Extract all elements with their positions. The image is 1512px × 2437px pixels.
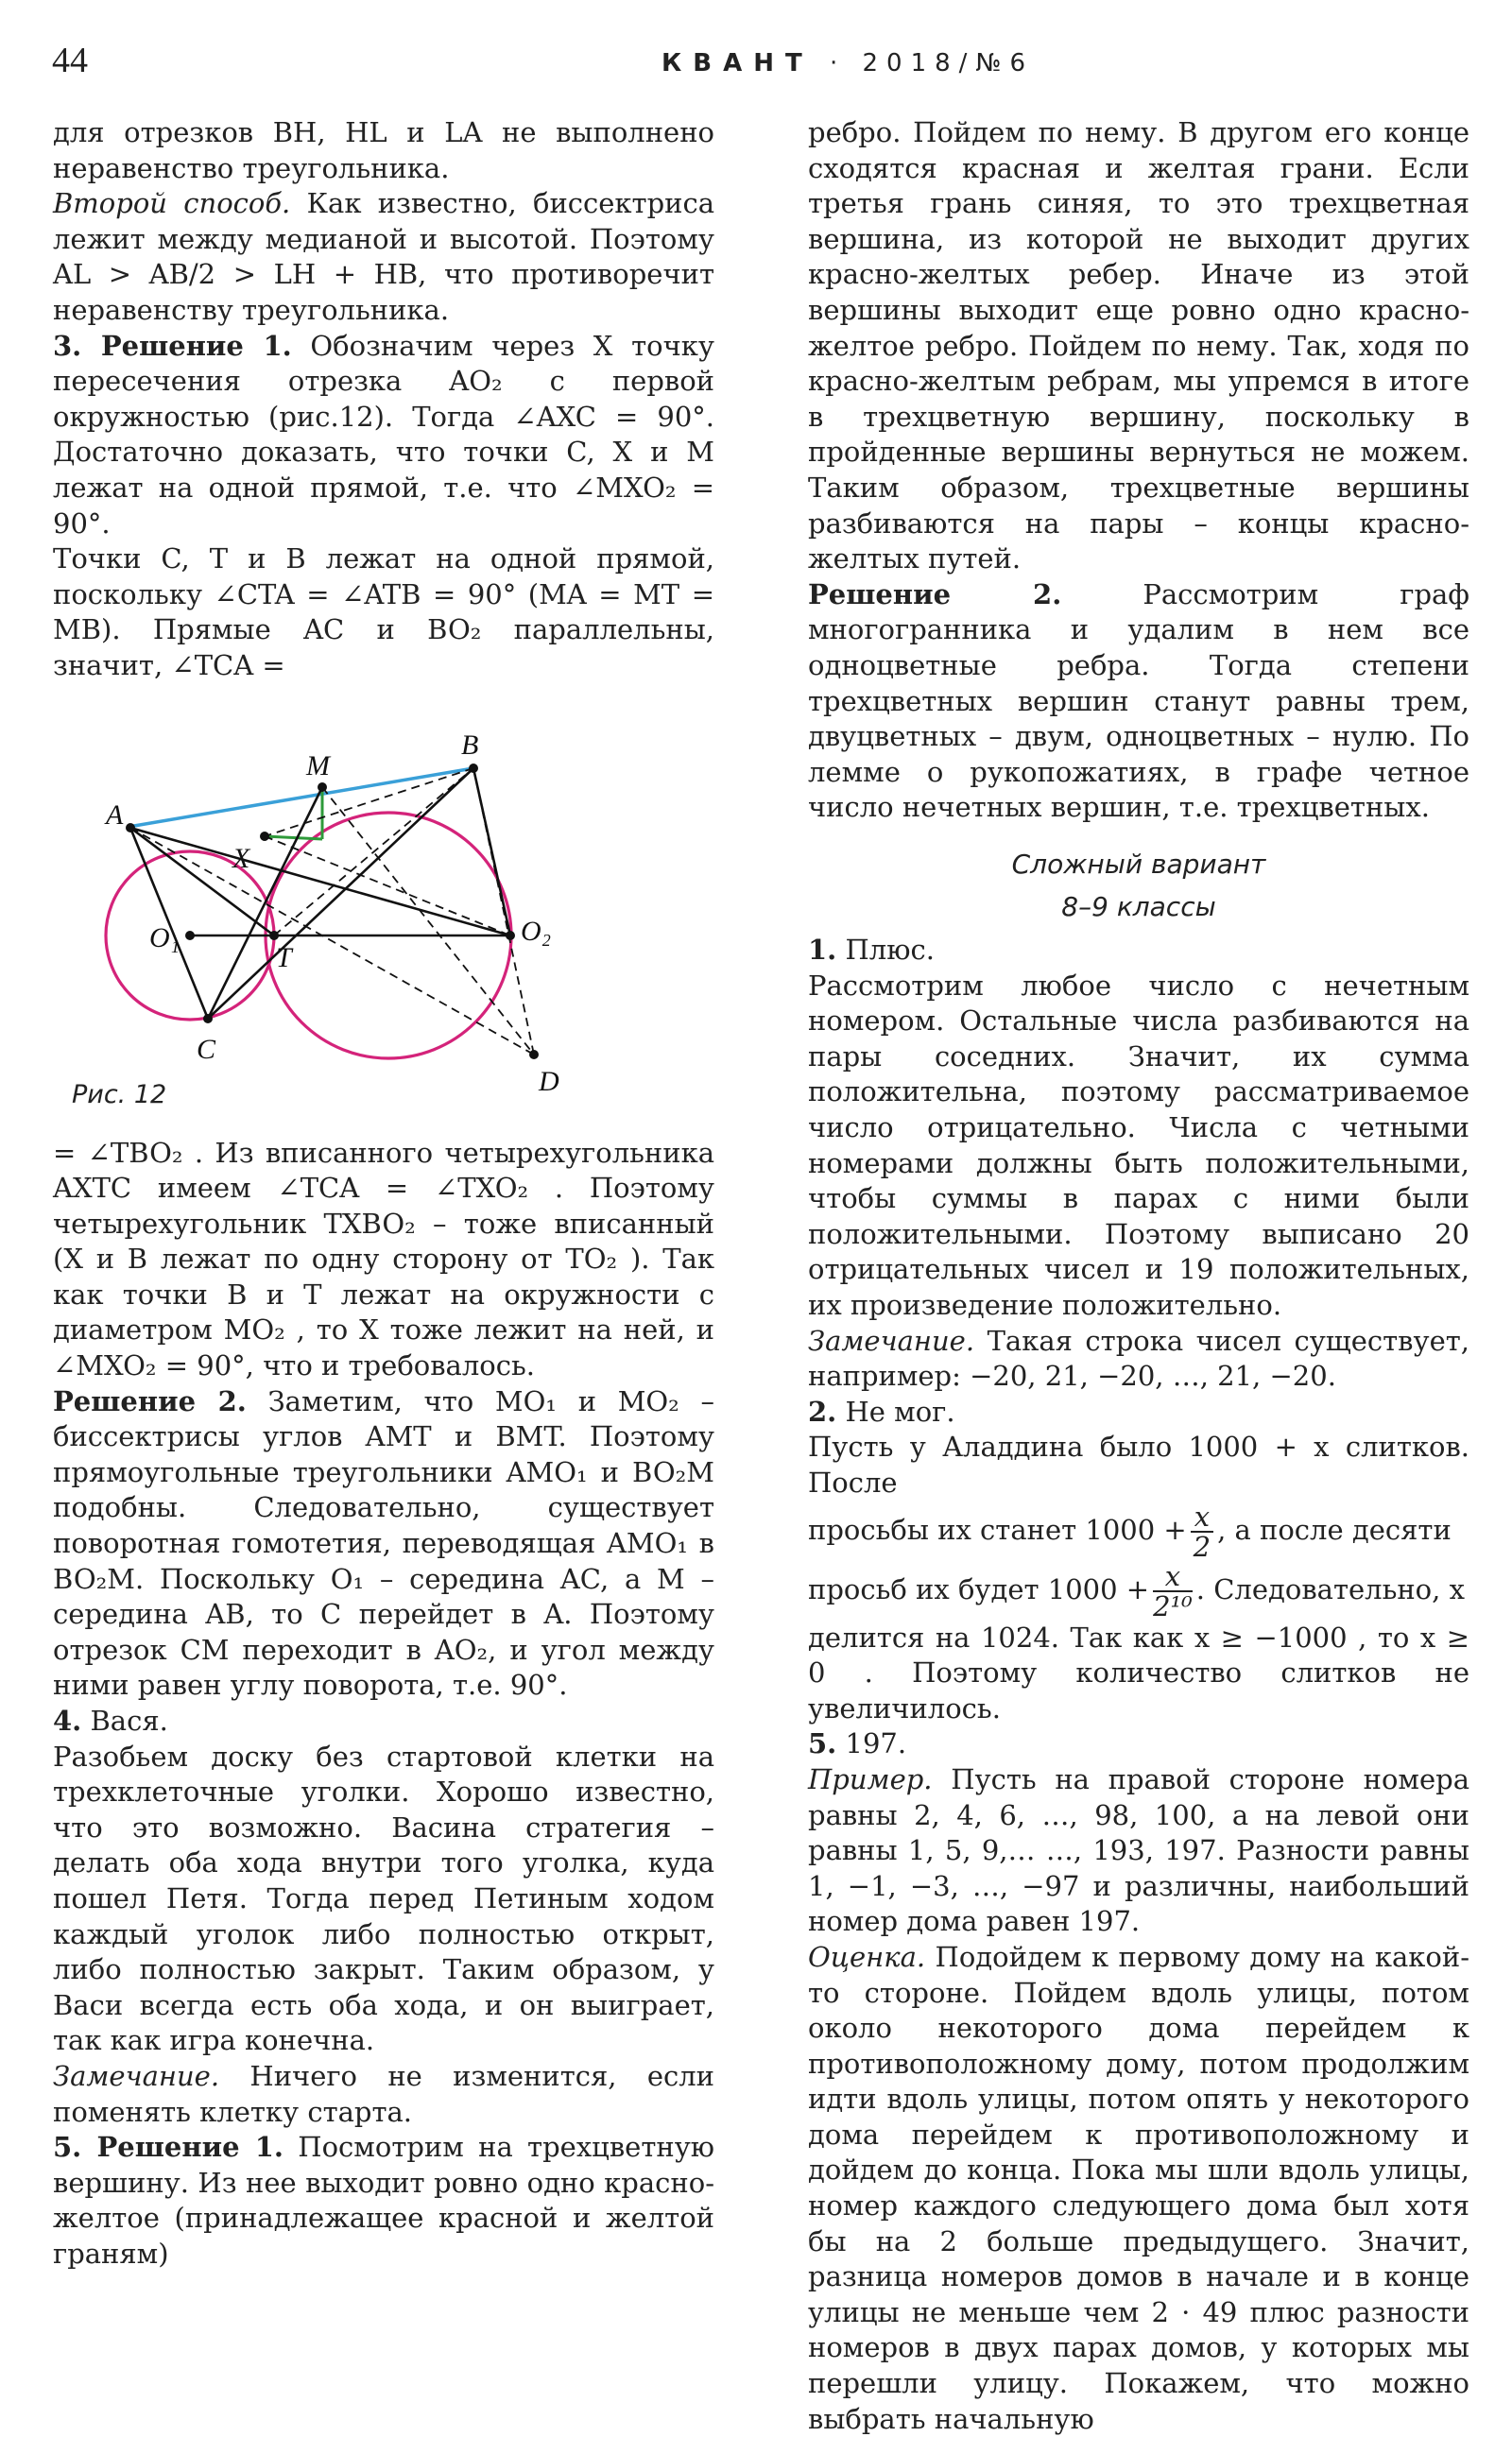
dashed-lines: [130, 768, 534, 1055]
dash-bd: [473, 768, 534, 1055]
paragraph: 5. 197.: [808, 1727, 907, 1760]
lead-in: Замечание.: [53, 2059, 220, 2092]
paragraph: для отрезков BH, HL и LA не выполнено неравенство треугольника.: [53, 116, 714, 184]
paragraph: ребро. Пойдем по нему. В другом его конце сходятся красная и желтая грани. Если третья грань синяя, то это трехцветная вершина, из которой не выходит других красно-желтых ребер. Иначе из этой вершины выходит еще ровно одно красно-желтое ребро. Пойдем по нему. Так, ходя по красно-желтым ребрам, мы упремся в итоге в трехцветную вершину, поскольку в пройденные вершины вернуться не можем. Таким образом, трехцветные вершины разбиваются на пары – концы красно-желтых путей.: [808, 116, 1469, 575]
label-c: C: [197, 1033, 216, 1065]
right-column: [808, 115, 1469, 2437]
left-column: [53, 115, 714, 2273]
section-subtitle: 8–9 классы: [1061, 891, 1216, 923]
point-d: [529, 1050, 539, 1059]
solution-heading: 3. Решение 1.: [53, 329, 292, 362]
journal-name: КВАНТ: [662, 49, 814, 77]
issue-info: · 2018/№6: [829, 49, 1034, 77]
dash-md: [322, 787, 534, 1055]
paragraph: 1. Плюс.: [808, 934, 935, 967]
paragraph: Замечание. Такая строка чисел существует, например: −20, 21, −20, …, 21, −20.: [808, 1324, 1469, 1393]
label-m: M: [306, 749, 330, 781]
paragraph: Точки C, T и B лежат на одной прямой, поскольку ∠CTA = ∠ATB = 90° (MA = MT = MB). Прямые AC и BO₂ параллельны, значит, ∠TCA =: [53, 542, 714, 681]
paragraph: Решение 2. Рассмотрим граф многогранника и удалим в нем все одноцветные ребра. Тогда степени трехцветных вершин станут равны трем, двуцветных – двум, одноцветных – нулю. По лемме о рукопожатиях, в графе четное число нечетных вершин, т.е. трехцветных.: [808, 577, 1469, 824]
label-x: X: [232, 842, 250, 874]
solution-heading: 5. Решение 1.: [53, 2131, 284, 2164]
paragraph: Рассмотрим любое число с нечетным номером. Остальные числа разбиваются на пары соседних. Значит, их сумма положительна, поэтому рассматриваемое число отрицательно. Числа с четными номерами должны быть положительными, чтобы суммы в парах с ними были положительными. Поэтому выписано 20 отрицательных чисел и 19 положительных, их произведение положительно.: [808, 969, 1469, 1321]
lead-in: Замечание.: [808, 1324, 975, 1357]
label-a: A: [106, 798, 124, 831]
problem-number: 4.: [53, 1705, 82, 1737]
paragraph: делится на 1024. Так как x ≥ −1000 , то x ≥ 0 . Поэтому количество слитков не увеличилось.: [808, 1621, 1469, 1725]
problem-number: 1.: [808, 934, 837, 967]
paragraph-fraction: просьб их будет 1000 + $\frac{x}{\text{2¹⁰}}$ . Следовательно, x: [808, 1559, 1465, 1622]
paragraph: 5. Решение 1. Посмотрим на трехцветную вершину. Из нее выходит ровно одно красно-желтое (принадлежащее красной и желтой граням): [53, 2131, 714, 2270]
section-title: Сложный вариант: [1011, 848, 1266, 880]
running-title: [662, 49, 1034, 77]
figure-12: [53, 690, 714, 1134]
label-d: D: [539, 1065, 559, 1097]
paragraph: Второй способ. Как известно, биссектриса лежит между медианой и высотой. Поэтому AL > AB/2 > LH + HB, что противоречит неравенству треугольника.: [53, 187, 715, 326]
solution-heading: Решение 2.: [53, 1384, 247, 1417]
paragraph: Пример. Пусть на правой стороне номера равны 2, 4, 6, …, 98, 100, а на левой они равны 1, 5, 9,… …, 193, 197. Разности равны 1, −1, −3, …, −97 и различны, наибольший номер дома равен 197.: [808, 1762, 1469, 1938]
figure-caption: Рис. 12: [72, 1079, 167, 1109]
fraction: $\frac{x}{2}$: [1191, 1502, 1213, 1561]
line-cm: [208, 787, 322, 1019]
label-o2: O₂: [521, 915, 552, 947]
lead-in: Оценка.: [808, 1940, 926, 1973]
paragraph: Разобьем доску без стартовой клетки на трехклеточные уголки. Хорошо известно, что это возможно. Васина стратегия – делать оба хода внутри того уголка, куда пошел Петя. Тогда перед Петиным ходом каждый уголок либо полностью открыт, либо полностью закрыт. Таким образом, у Васи всегда есть оба хода, и он выиграет, так как игра конечна.: [53, 1740, 714, 2057]
point-t: [269, 931, 279, 940]
solid-lines: [130, 768, 510, 1019]
paragraph: 3. Решение 1. Обозначим через X точку пересечения отрезка AO₂ с первой окружностью (рис.12). Тогда ∠AXC = 90°. Достаточно доказать, что точки C, X и M лежат на одной прямой, т.е. что ∠MXO₂ = 90°.: [53, 329, 714, 540]
problem-number: 5.: [808, 1727, 837, 1760]
paragraph: Замечание. Ничего не изменится, если поменять клетку старта.: [53, 2059, 714, 2128]
dash-xo2: [265, 836, 510, 935]
point-o2: [506, 931, 515, 940]
fraction: $\frac{x}{\text{2¹⁰}}$: [1153, 1559, 1193, 1622]
point-m: [318, 782, 327, 792]
point-a: [126, 823, 135, 832]
line-ao2: [130, 828, 510, 935]
paragraph: Решение 2. Заметим, что MO₁ и MO₂ – биссектрисы углов AMT и BMT. Поэтому прямоугольные треугольники AMO₁ и BO₂M подобны. Следовательно, существует поворотная гомотетия, переводящая AMO₁ в BO₂M. Поскольку O₁ – середина AC, а M – середина AB, то C перейдет в A. Поэтому отрезок CM переходит в AO₂, и угол между ними равен углу поворота, т.е. 90°.: [53, 1384, 715, 1702]
paragraph-fraction: просьбы их станет 1000 + $\frac{x}{2}$ , а после десяти: [808, 1500, 1452, 1563]
page-number: 44: [52, 41, 88, 80]
point-labels: [104, 729, 559, 1097]
paragraph: = ∠TBO₂ . Из вписанного четырехугольника AXTC имеем ∠TCA = ∠TXO₂ . Поэтому четырехугольник TXBO₂ – тоже вписанный (X и B лежат по одну сторону от TO₂ ). Так как точки B и T лежат на окружности с диаметром MO₂ , то X тоже лежит на ней, и ∠MXO₂ = 90°, что и требовалось.: [53, 1136, 714, 1382]
label-b: B: [461, 729, 479, 761]
lead-in: Пример.: [808, 1762, 933, 1795]
paragraph: Пусть у Аладдина было 1000 + x слитков. После: [808, 1431, 1469, 1499]
paragraph: 4. Вася.: [53, 1705, 168, 1737]
paragraph: 2. Не мог.: [808, 1395, 955, 1428]
solution-heading: Решение 2.: [808, 577, 1062, 610]
label-o1: O₁: [149, 921, 180, 953]
geometry-diagram: [53, 690, 714, 1134]
point-x: [260, 832, 269, 841]
dash-tb: [274, 768, 473, 935]
lead-in: Второй способ.: [53, 187, 291, 220]
problem-number: 2.: [808, 1395, 837, 1428]
point-b: [469, 764, 478, 773]
point-c: [203, 1014, 213, 1023]
points: [126, 764, 539, 1059]
page-header: [52, 40, 1455, 96]
point-o1: [185, 931, 195, 940]
paragraph: Оценка. Подойдем к первому дому на какой-то стороне. Пойдем вдоль улицы, потом около некоторого дома перейдем к противоположному дому, потом продолжим идти вдоль улицы, потом опять у некоторого дома перейдем к противоположному и дойдем до конца. Пока мы шли вдоль улицы, номер каждого следующего дома был хотя бы на 2 больше предыдущего. Значит, разница номеров домов в начале и в конце улицы не меньше чем 2 · 49 плюс разности номеров в двух парах домов, у которых мы перешли улицу. Покажем, что можно выбрать начальную: [808, 1940, 1469, 2435]
label-t: T: [276, 941, 292, 973]
